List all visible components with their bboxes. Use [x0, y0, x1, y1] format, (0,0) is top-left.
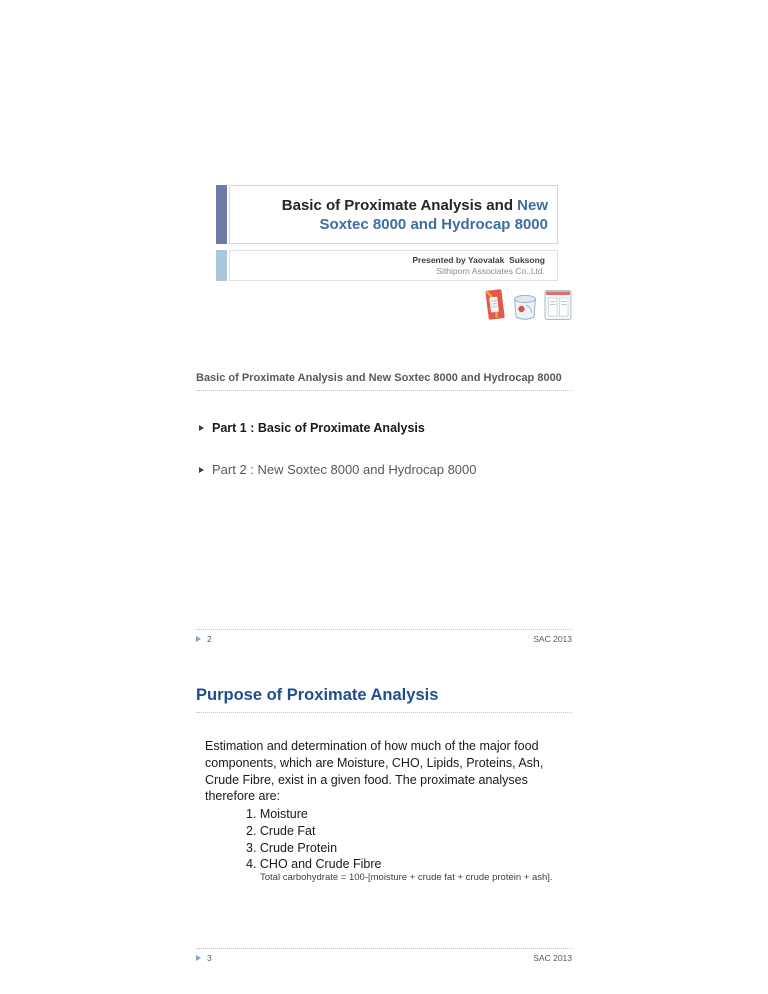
- page-number: 2: [207, 634, 212, 644]
- subtitle-accent-bar: [216, 250, 227, 281]
- title-text-accent: New: [517, 196, 548, 214]
- slide2-footer: [196, 629, 572, 644]
- agenda-item-part2: [199, 462, 477, 477]
- presented-by-text: Presented by Yaovalak Suksong: [412, 254, 545, 265]
- footer-triangle-icon: [196, 955, 201, 961]
- foil-pouch-icon: [544, 289, 572, 326]
- carbohydrate-formula-note: Total carbohydrate = 100-[moisture + crude fat + crude protein + ash].: [260, 872, 553, 883]
- title-text-dark: Basic of Proximate Analysis and: [281, 196, 513, 214]
- footer-session-label: SAC 2013: [533, 634, 572, 644]
- round-canister-icon: [512, 293, 538, 326]
- product-images-row: [484, 288, 572, 326]
- bullet-triangle-icon: [199, 467, 204, 473]
- slide3-title: Purpose of Proximate Analysis: [196, 686, 572, 713]
- paragraph-line: components, which are Moisture, CHO, Lipids, Proteins, Ash,: [205, 755, 544, 770]
- title-accent-bar: [216, 185, 227, 244]
- subtitle-box: [229, 250, 558, 281]
- paragraph-line: Crude Fibre, exist in a given food. The proximate analyses: [205, 772, 528, 787]
- title-box: [229, 185, 558, 244]
- list-item: 2. Crude Fat: [246, 823, 316, 838]
- company-text: Sithiporn Associates Co.,Ltd.: [436, 265, 545, 276]
- bullet-triangle-icon: [199, 425, 204, 431]
- red-carton-box-icon: [484, 288, 506, 326]
- agenda-item-label: Part 1 : Basic of Proximate Analysis: [212, 421, 425, 435]
- list-item: 4. CHO and Crude Fibre: [246, 857, 382, 872]
- title-line-1: [230, 196, 548, 215]
- slide1-title-block: [216, 185, 558, 244]
- paragraph-line: therefore are:: [205, 789, 281, 804]
- slide3-footer: [196, 948, 572, 963]
- paragraph-line: Estimation and determination of how much of the major food: [205, 739, 539, 753]
- footer-session-label: SAC 2013: [533, 953, 572, 963]
- agenda-item-part1: [199, 421, 425, 435]
- footer-page-area: [196, 634, 212, 644]
- list-item: 3. Crude Protein: [246, 840, 338, 855]
- list-item: 1. Moisture: [246, 807, 308, 821]
- title-line-2: Soxtec 8000 and Hydrocap 8000: [319, 215, 548, 233]
- agenda-item-label: Part 2 : New Soxtec 8000 and Hydrocap 8000: [212, 462, 477, 477]
- slide2-header: Basic of Proximate Analysis and New Soxtec 8000 and Hydrocap 8000: [196, 372, 572, 391]
- footer-page-area: [196, 953, 212, 963]
- page-number: 3: [207, 953, 212, 963]
- footer-triangle-icon: [196, 636, 201, 642]
- slide3-numbered-list: [246, 806, 381, 873]
- slide1-subtitle-block: [216, 250, 558, 281]
- slide3-paragraph: [205, 738, 579, 805]
